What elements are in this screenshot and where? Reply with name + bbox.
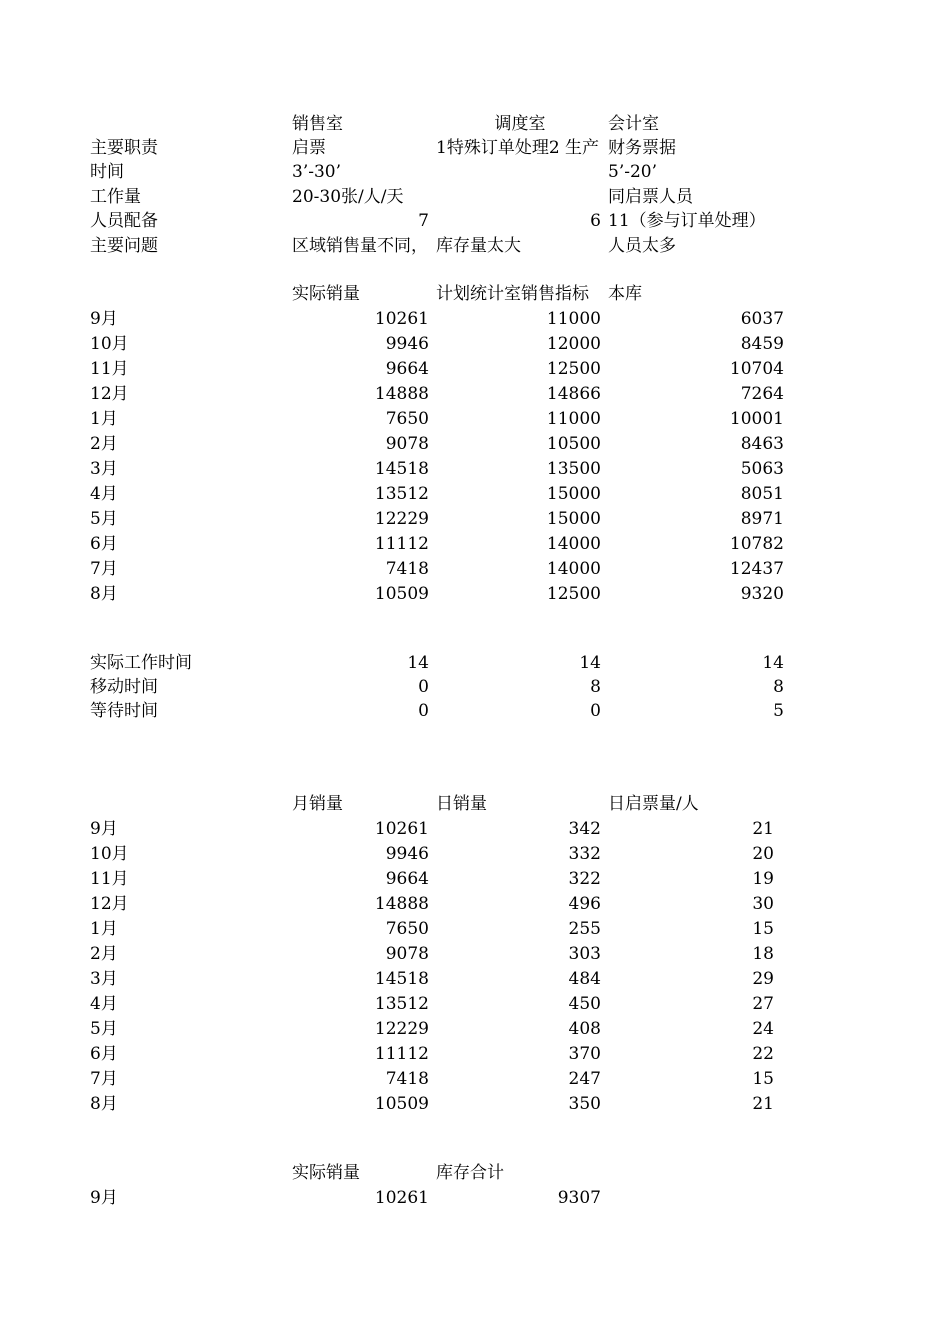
sales-stock: 9320 bbox=[740, 584, 784, 604]
sales-actual: 9664 bbox=[385, 359, 429, 379]
sales-row bbox=[0, 532, 950, 557]
daily-monthly: 10509 bbox=[374, 1094, 429, 1114]
sales-stock: 12437 bbox=[729, 559, 784, 579]
sales-month: 2月 bbox=[90, 434, 118, 454]
daily-month: 1月 bbox=[90, 919, 118, 939]
sales-header-plan: 计划统计室销售指标 bbox=[436, 284, 589, 304]
sales-stock: 6037 bbox=[740, 309, 784, 329]
inventory-header-actual: 实际销量 bbox=[292, 1163, 360, 1183]
daily-monthly: 9664 bbox=[385, 869, 429, 889]
daily-monthly: 9078 bbox=[385, 944, 429, 964]
daily-per-person: 29 bbox=[752, 969, 774, 989]
daily-row bbox=[0, 867, 950, 892]
dept-row-label: 人员配备 bbox=[90, 211, 158, 231]
sales-stock: 7264 bbox=[740, 384, 784, 404]
sales-plan: 12500 bbox=[546, 359, 601, 379]
daily-header-monthly: 月销量 bbox=[292, 794, 343, 814]
sales-row bbox=[0, 482, 950, 507]
dept-row-dispatch: 1特殊订单处理2 生产 bbox=[436, 138, 600, 158]
sales-month: 7月 bbox=[90, 559, 118, 579]
daily-daily: 342 bbox=[568, 819, 601, 839]
sales-row bbox=[0, 382, 950, 407]
daily-header-daily: 日销量 bbox=[436, 794, 487, 814]
daily-row bbox=[0, 1017, 950, 1042]
dept-row-dispatch bbox=[436, 160, 604, 185]
daily-monthly: 7418 bbox=[385, 1069, 429, 1089]
sales-month: 12月 bbox=[90, 384, 129, 404]
daily-daily: 370 bbox=[568, 1044, 601, 1064]
daily-daily: 484 bbox=[568, 969, 601, 989]
daily-daily: 408 bbox=[568, 1019, 601, 1039]
daily-row bbox=[0, 817, 950, 842]
daily-monthly: 12229 bbox=[374, 1019, 429, 1039]
daily-row bbox=[0, 1067, 950, 1092]
sales-header-stock: 本库 bbox=[608, 284, 642, 304]
sales-actual: 7418 bbox=[385, 559, 429, 579]
sales-month: 9月 bbox=[90, 309, 118, 329]
inventory-month: 9月 bbox=[90, 1188, 118, 1208]
inventory-header-total: 库存合计 bbox=[436, 1163, 504, 1183]
dept-row-accounting: 5’-20’ bbox=[608, 162, 657, 182]
daily-month: 5月 bbox=[90, 1019, 118, 1039]
sales-actual: 13512 bbox=[374, 484, 429, 504]
time-value-1: 14 bbox=[407, 653, 429, 673]
dept-row-sales: 7 bbox=[418, 211, 429, 231]
dept-header-accounting: 会计室 bbox=[608, 114, 659, 134]
sales-plan: 14000 bbox=[546, 559, 601, 579]
sales-month: 6月 bbox=[90, 534, 118, 554]
daily-daily: 247 bbox=[568, 1069, 601, 1089]
dept-header-row bbox=[0, 112, 950, 137]
sales-plan: 13500 bbox=[546, 459, 601, 479]
time-label: 实际工作时间 bbox=[90, 653, 192, 673]
daily-per-person: 15 bbox=[752, 1069, 774, 1089]
daily-row bbox=[0, 942, 950, 967]
dept-row-accounting: 人员太多 bbox=[608, 236, 676, 256]
daily-monthly: 14518 bbox=[374, 969, 429, 989]
sales-actual: 12229 bbox=[374, 509, 429, 529]
dept-row-label: 工作量 bbox=[90, 187, 141, 207]
sales-row bbox=[0, 432, 950, 457]
time-value-1: 0 bbox=[418, 701, 429, 721]
dept-row-dispatch: 库存量太大 bbox=[436, 236, 521, 256]
sales-plan: 15000 bbox=[546, 509, 601, 529]
sales-plan: 14866 bbox=[546, 384, 601, 404]
sales-month: 1月 bbox=[90, 409, 118, 429]
dept-row-label: 主要职责 bbox=[90, 138, 158, 158]
daily-per-person: 22 bbox=[752, 1044, 774, 1064]
sales-actual: 9946 bbox=[385, 334, 429, 354]
sales-plan: 11000 bbox=[546, 409, 601, 429]
daily-row bbox=[0, 1042, 950, 1067]
daily-daily: 255 bbox=[568, 919, 601, 939]
sales-plan: 12000 bbox=[546, 334, 601, 354]
inventory-row bbox=[0, 1186, 950, 1211]
daily-monthly: 13512 bbox=[374, 994, 429, 1014]
sales-stock: 8971 bbox=[740, 509, 784, 529]
inventory-header-row bbox=[0, 1161, 950, 1186]
sales-row bbox=[0, 582, 950, 607]
daily-daily: 303 bbox=[568, 944, 601, 964]
daily-month: 7月 bbox=[90, 1069, 118, 1089]
daily-monthly: 7650 bbox=[385, 919, 429, 939]
sales-stock: 10704 bbox=[729, 359, 784, 379]
sales-month: 8月 bbox=[90, 584, 118, 604]
daily-daily: 332 bbox=[568, 844, 601, 864]
daily-month: 10月 bbox=[90, 844, 129, 864]
daily-daily: 350 bbox=[568, 1094, 601, 1114]
dept-row-label: 时间 bbox=[90, 162, 124, 182]
sales-stock: 5063 bbox=[740, 459, 784, 479]
daily-row bbox=[0, 1092, 950, 1117]
sales-actual: 7650 bbox=[385, 409, 429, 429]
sales-plan: 15000 bbox=[546, 484, 601, 504]
daily-month: 6月 bbox=[90, 1044, 118, 1064]
sales-actual: 14518 bbox=[374, 459, 429, 479]
sales-row bbox=[0, 332, 950, 357]
time-value-3: 5 bbox=[773, 701, 784, 721]
sales-plan: 12500 bbox=[546, 584, 601, 604]
daily-monthly: 9946 bbox=[385, 844, 429, 864]
time-row bbox=[0, 675, 950, 700]
time-row bbox=[0, 699, 950, 724]
inventory-total: 9307 bbox=[557, 1188, 601, 1208]
sales-month: 10月 bbox=[90, 334, 129, 354]
sales-actual: 14888 bbox=[374, 384, 429, 404]
dept-header-sales: 销售室 bbox=[292, 114, 343, 134]
daily-per-person: 27 bbox=[752, 994, 774, 1014]
daily-per-person: 18 bbox=[752, 944, 774, 964]
dept-row-dispatch: 6 bbox=[590, 211, 601, 231]
dept-row-label: 主要问题 bbox=[90, 236, 158, 256]
daily-month: 3月 bbox=[90, 969, 118, 989]
sales-plan: 11000 bbox=[546, 309, 601, 329]
time-value-3: 8 bbox=[773, 677, 784, 697]
daily-per-person: 20 bbox=[752, 844, 774, 864]
daily-month: 11月 bbox=[90, 869, 129, 889]
dept-row-sales: 3’-30’ bbox=[292, 162, 341, 182]
sales-stock: 8463 bbox=[740, 434, 784, 454]
daily-daily: 322 bbox=[568, 869, 601, 889]
time-value-3: 14 bbox=[762, 653, 784, 673]
sales-actual: 10261 bbox=[374, 309, 429, 329]
sales-stock: 8459 bbox=[740, 334, 784, 354]
dept-row-accounting: 财务票据 bbox=[608, 138, 676, 158]
daily-month: 8月 bbox=[90, 1094, 118, 1114]
daily-month: 9月 bbox=[90, 819, 118, 839]
inventory-actual: 10261 bbox=[374, 1188, 429, 1208]
sales-actual: 10509 bbox=[374, 584, 429, 604]
daily-monthly: 14888 bbox=[374, 894, 429, 914]
dept-header-dispatch: 调度室 bbox=[494, 114, 546, 134]
sales-actual: 9078 bbox=[385, 434, 429, 454]
daily-row bbox=[0, 842, 950, 867]
sales-row bbox=[0, 307, 950, 332]
daily-month: 4月 bbox=[90, 994, 118, 1014]
daily-per-person: 19 bbox=[752, 869, 774, 889]
sales-header-actual: 实际销量 bbox=[292, 284, 360, 304]
sales-row bbox=[0, 357, 950, 382]
dept-row bbox=[0, 160, 950, 185]
dept-row-sales: 启票 bbox=[292, 138, 326, 158]
time-row bbox=[0, 651, 950, 676]
time-label: 移动时间 bbox=[90, 677, 158, 697]
daily-per-person: 21 bbox=[752, 819, 774, 839]
daily-row bbox=[0, 892, 950, 917]
sales-row bbox=[0, 507, 950, 532]
daily-per-person: 30 bbox=[752, 894, 774, 914]
daily-per-person: 21 bbox=[752, 1094, 774, 1114]
sales-stock: 10782 bbox=[729, 534, 784, 554]
daily-monthly: 11112 bbox=[374, 1044, 429, 1064]
sales-stock: 10001 bbox=[729, 409, 784, 429]
time-value-2: 0 bbox=[590, 701, 601, 721]
sales-row bbox=[0, 457, 950, 482]
dept-row-dispatch bbox=[436, 185, 604, 210]
sales-actual: 11112 bbox=[374, 534, 429, 554]
dept-row-sales: 20-30张/人/天 bbox=[292, 187, 404, 207]
sales-plan: 10500 bbox=[546, 434, 601, 454]
dept-row bbox=[0, 136, 950, 161]
sales-plan: 14000 bbox=[546, 534, 601, 554]
dept-row bbox=[0, 234, 950, 259]
sales-header-row bbox=[0, 282, 950, 307]
dept-row-accounting: 11（参与订单处理） bbox=[608, 211, 766, 231]
daily-month: 2月 bbox=[90, 944, 118, 964]
daily-header-per-person: 日启票量/人 bbox=[608, 794, 699, 814]
time-label: 等待时间 bbox=[90, 701, 158, 721]
sales-month: 5月 bbox=[90, 509, 118, 529]
sales-row bbox=[0, 557, 950, 582]
daily-row bbox=[0, 992, 950, 1017]
dept-row bbox=[0, 185, 950, 210]
daily-header-row bbox=[0, 792, 950, 817]
daily-daily: 450 bbox=[568, 994, 601, 1014]
daily-row bbox=[0, 967, 950, 992]
sales-month: 4月 bbox=[90, 484, 118, 504]
sales-month: 11月 bbox=[90, 359, 129, 379]
time-value-2: 14 bbox=[579, 653, 601, 673]
sales-month: 3月 bbox=[90, 459, 118, 479]
sales-stock: 8051 bbox=[740, 484, 784, 504]
dept-row-accounting: 同启票人员 bbox=[608, 187, 693, 207]
daily-row bbox=[0, 917, 950, 942]
daily-per-person: 24 bbox=[752, 1019, 774, 1039]
sales-row bbox=[0, 407, 950, 432]
daily-per-person: 15 bbox=[752, 919, 774, 939]
dept-row-sales: 区域销售量不同， bbox=[292, 236, 428, 256]
time-value-1: 0 bbox=[418, 677, 429, 697]
time-value-2: 8 bbox=[590, 677, 601, 697]
daily-month: 12月 bbox=[90, 894, 129, 914]
daily-daily: 496 bbox=[568, 894, 601, 914]
dept-row bbox=[0, 209, 950, 234]
daily-monthly: 10261 bbox=[374, 819, 429, 839]
